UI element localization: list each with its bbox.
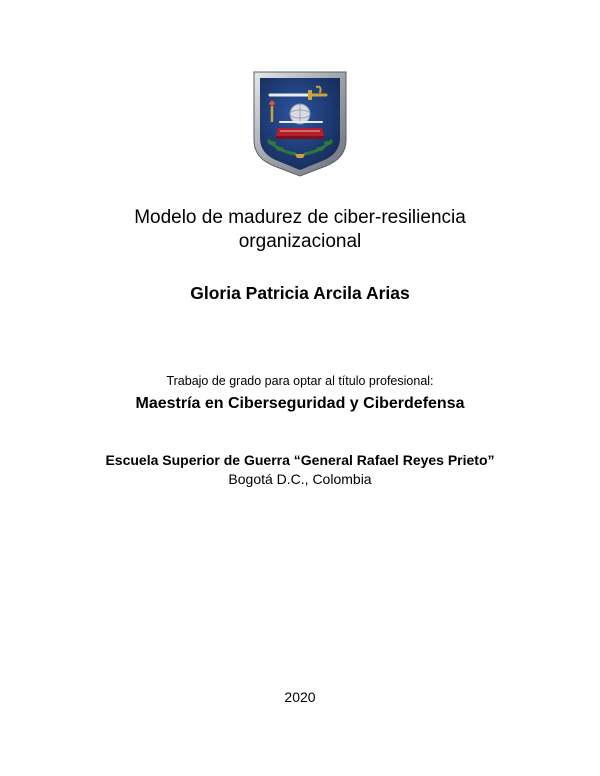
institution-name: Escuela Superior de Guerra “General Rafael Reyes Prieto” xyxy=(105,452,495,468)
institution-crest-icon xyxy=(250,70,350,178)
city-name: Bogotá D.C., Colombia xyxy=(228,471,372,487)
degree-intro: Trabajo de grado para optar al título profesional: xyxy=(166,374,434,388)
document-title-line-1: Modelo de madurez de ciber-resiliencia xyxy=(134,207,466,228)
document-title-line-2: organizacional xyxy=(238,231,362,252)
degree-name: Maestría en Ciberseguridad y Ciberdefensa xyxy=(135,395,465,412)
document-title xyxy=(0,206,600,254)
author-name: Gloria Patricia Arcila Arias xyxy=(190,283,410,303)
publication-year: 2020 xyxy=(284,689,316,705)
